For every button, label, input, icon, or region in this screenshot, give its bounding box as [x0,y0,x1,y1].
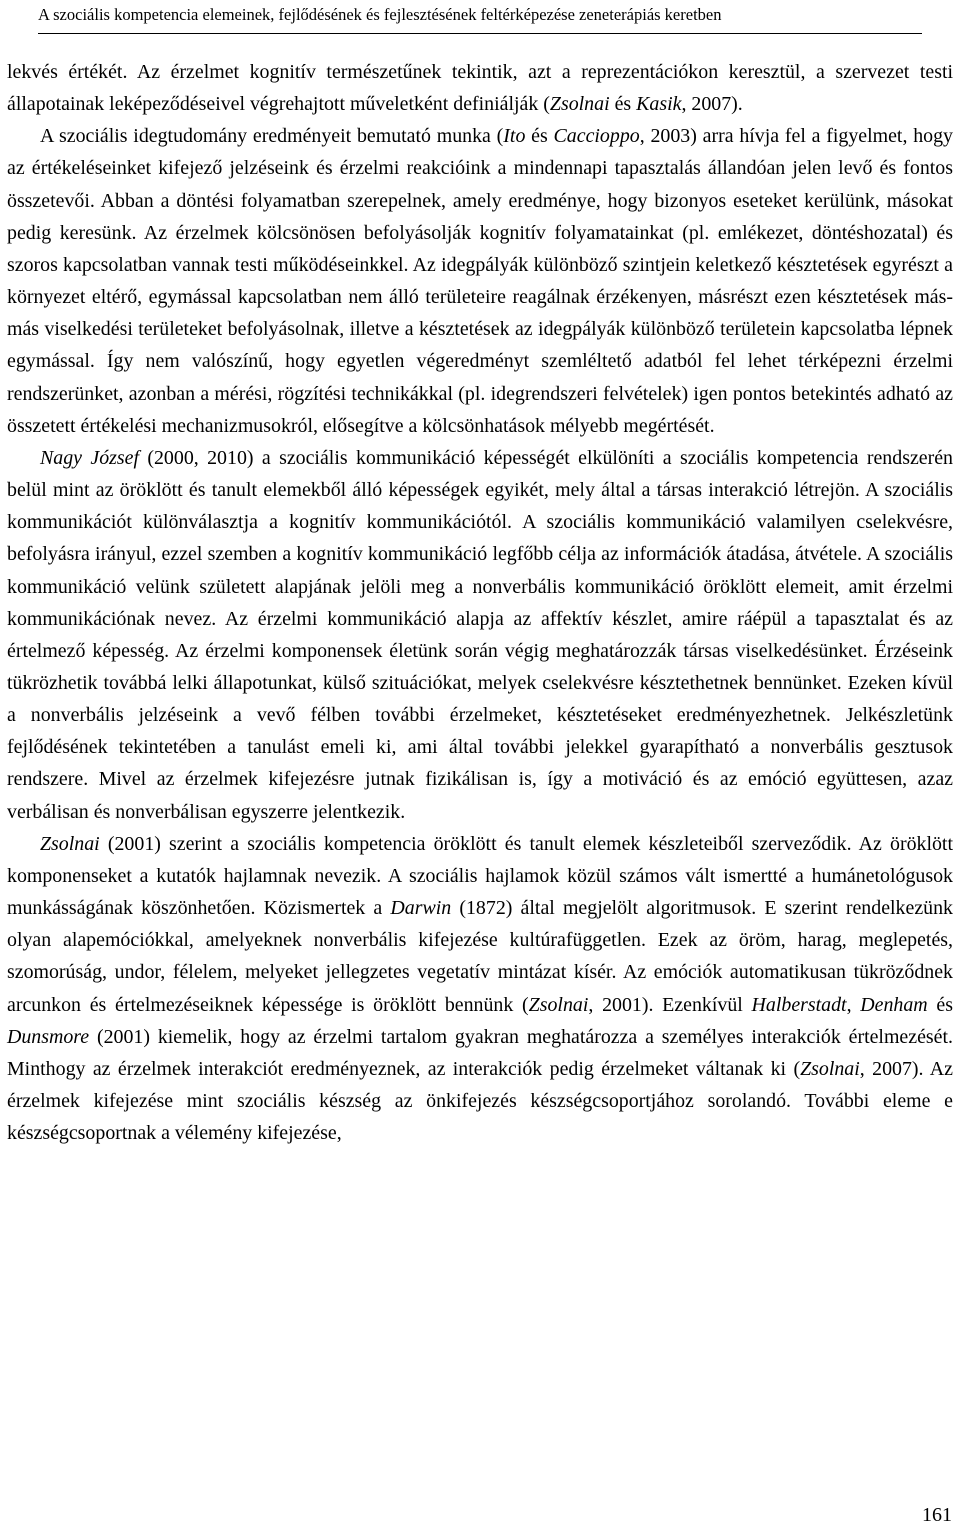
citation-author: Dunsmore [7,1025,90,1048]
citation-author: Zsolnai [549,93,610,116]
running-head: A szociális kompetencia elemeinek, fejlődésének és fejlesztésének feltérképezése zeneterápiás keretben [38,5,722,24]
citation-author: Halberstadt [751,993,847,1016]
citation-author: Denham [860,993,928,1016]
paragraph-2 [7,120,953,442]
text-span: A szociális idegtudomány eredményeit bemutató munka ( [40,125,504,148]
citation-author: Zsolnai [528,993,589,1016]
text-span: , [846,993,861,1016]
text-span: , 2007). Az érzelmek kifejezése mint szociális készség az önkifejezés készségcsoportjához sorolandó. További eleme e készségcsoportnak a vélemény kifejezése, [7,1057,953,1145]
text-span: (1872) által megjelölt algoritmusok. E szerint rendelkezünk olyan alapemóciókkal, amelyeknek nonverbális kifejezése kultúrafüggetlen. Ezek az öröm, harag, meglepetés, szomorúság, undor, félelem, melyeket jellegzetes vegetatív mintázat kísér. Az emóciók automatikusan tükröződnek arcunkon és értelmezéseiknek képessége is öröklött bennünk ( [7,897,953,1016]
paragraph-1 [7,56,953,120]
page-number: 161 [922,1504,952,1526]
text-span: , 2001). Ezenkívül [588,993,752,1016]
text-span: (2000, 2010) a szociális kommunikáció képességét elkülöníti a szociális kompetencia rendszerén belül mint az öröklött és tanult elemekből álló képességek egyikét, mely által a társas interakció létrejön. A szociális kommunikációt különválasztja a kognitív kommunikációtól. A szociális kommunikáció valamilyen cselekvésre, befolyásra irányul, ezzel szemben a kognitív kommunikáció legfőbb célja az információk átadása, átvétele. A szociális kommunikáció velünk született alapjának jelöli meg a nonverbális kommunikáció öröklött elemeit, amit érzelmi kommunikációnak nevez. Az érzelmi kommunikáció alapja az affektív készlet, amire ráépül a tapasztalat és az értelmező képesség. Az érzelmi komponensek életünk során végig meghatározzák társas viselkedésünket. Érzéseink tükrözhetik továbbá lelki állapotunkat, külső szituációkat, melyek cselekvésre késztethetnek bennünket. Ezeken kívül a nonverbális jelzéseink a vevő félben további érzelmeket, késztetéseket eredményezhetnek. Jelkészletünk fejlődésének tekintetében a tanulást emeli ki, ami által további jelekkel gyarapítható a nonverbális gesztusok rendszere. Mivel az érzelmek kifejezésre jutnak fizikálisan is, így a motiváció és az emóció együttesen, azaz verbálisan és nonverbálisan egyszerre jelentkezik. [7,446,953,823]
text-span: (2001) szerint a szociális kompetencia öröklött és tanult elemek készleteiből szerveződik. Az öröklött komponenseket a kutatók hajlamnak nevezik. A szociális hajlamok közül számos vált ismertté a humánetológusok munkásságának köszönhetően. Közismertek a [7,832,953,920]
text-span: , 2003) arra hívja fel a figyelmet, hogy az értékeléseinket kifejező jelzéseink és érzelmi reakcióink a mindennapi tapasztalás állandóan jelen levő és fontos összetevői. Abban a döntési folyamatban szerepelnek, amely eredménye, hogy bizonyos eseteket kerülünk, másokat pedig keresünk. Az érzelmek kölcsönösen befolyásolják kognitív folyamatainkat (pl. emlékezet, döntéshozatal) és szoros kapcsolatban vannak testi működéseinkkel. Az idegpályák különböző szintjein keletkező késztetések egyrészt a környezet eltérő, egymással kapcsolatban nem álló területeire reagálnak érzékenyen, másrészt ezen késztetések más-más viselkedési területeket befolyásolnak, illetve a késztetések az idegpályák különböző területein kapcsolatba lépnek egymással. Így nem valószínű, hogy egyetlen végeredményt szemléltető adatból fel lehet térképezni érzelmi rendszerünket, azonban a mérési, rögzítési technikákkal (pl. idegrendszeri felvételek) igen pontos betekintés adható az összetett értékelési mechanizmusokról, elősegítve a kölcsönhatások mélyebb megértését. [7,125,953,437]
paragraph-4 [7,828,953,1150]
citation-author: Zsolnai [800,1057,860,1080]
citation-author: Nagy József [40,446,139,469]
text-span: lekvés értékét. Az érzelmet kognitív természetűnek tekintik, azt a reprezentációkon keresztül, a szervezet testi állapotainak leképeződéseivel végrehajtott műveletként definiálják ( [7,61,953,116]
citation-author: Darwin [390,897,452,920]
text-span: , 2007). [681,93,743,116]
citation-author: Zsolnai [40,832,100,855]
paragraph-3 [7,442,953,828]
citation-author: Caccioppo [553,125,640,148]
body-text [7,56,953,1149]
citation-author: Kasik [636,93,682,116]
text-span: és [609,93,637,116]
text-span: és [927,993,953,1016]
text-span: (2001) kiemelik, hogy az érzelmi tartalom gyakran meghatározza a személyes interakciók értelmezését. Minthogy az érzelmek interakciót eredményeznek, az interakciók pedig érzelmeket váltanak ki ( [7,1025,953,1080]
text-span: és [525,125,554,148]
header-rule [38,33,922,34]
citation-author: Ito [503,125,526,148]
